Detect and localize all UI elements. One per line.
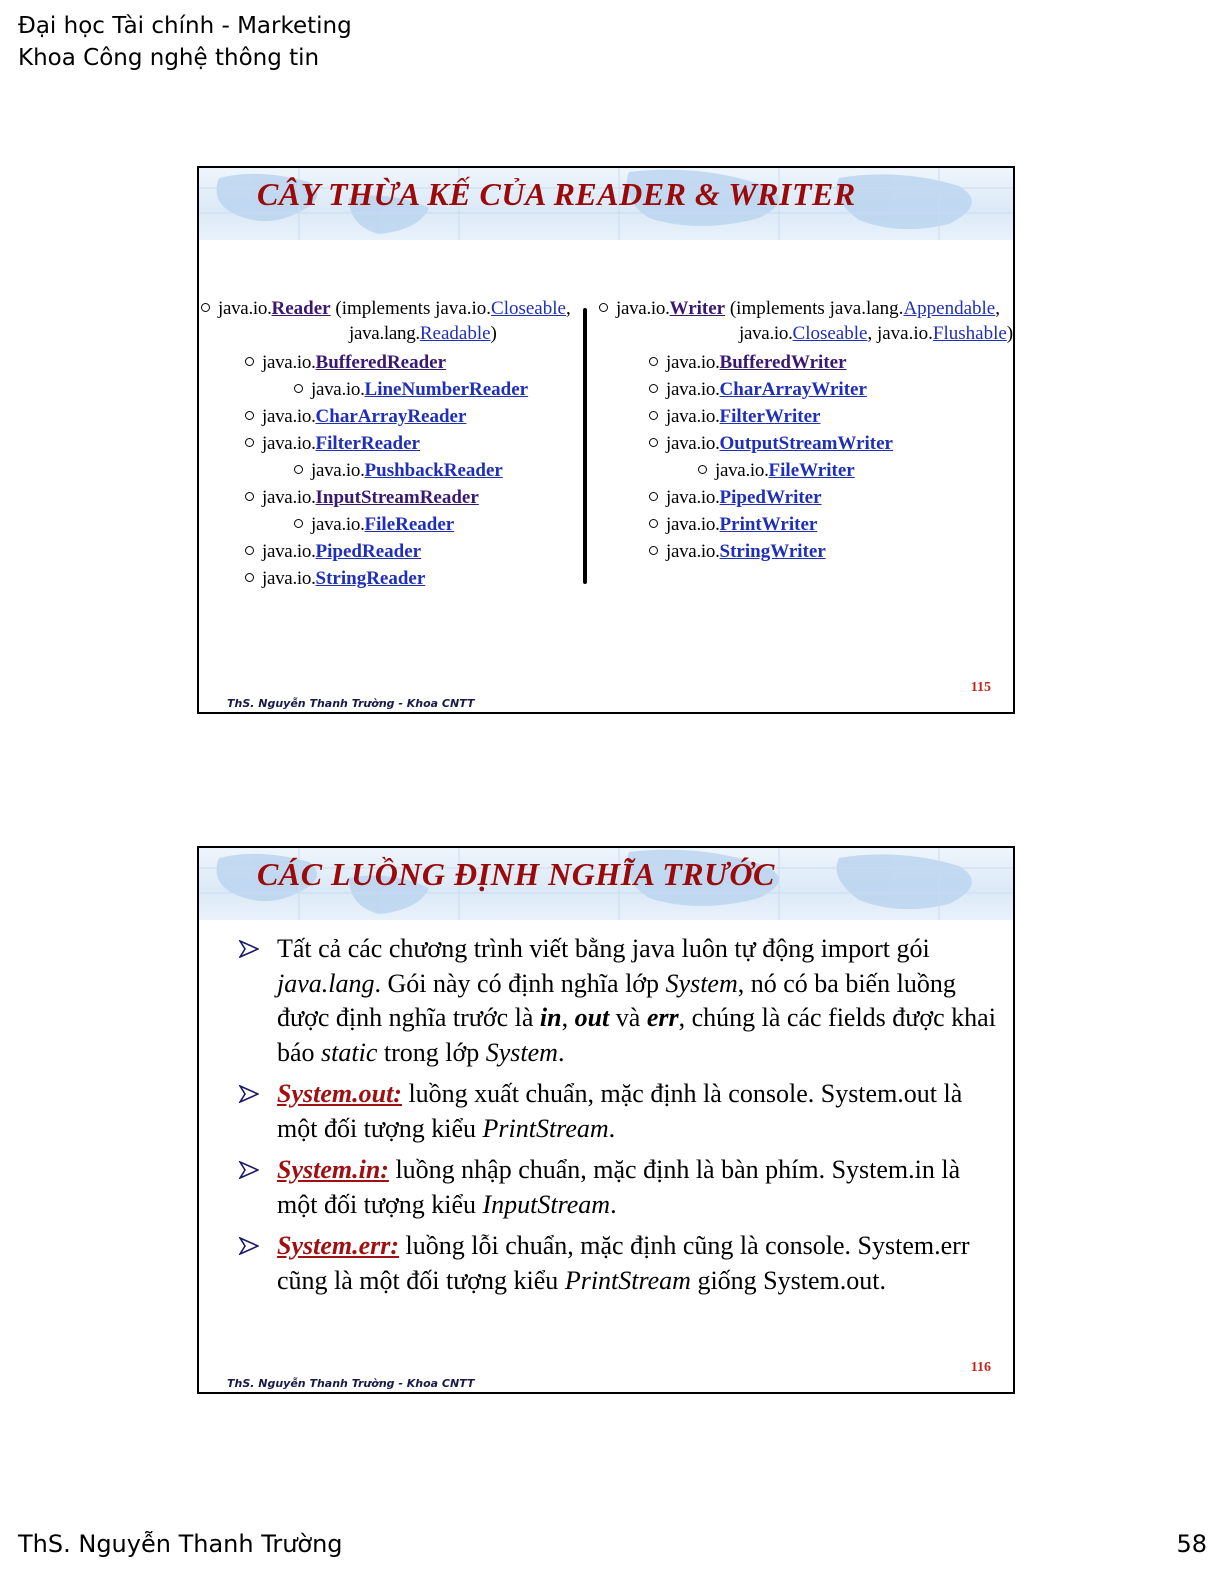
interface-link-closeable[interactable]: Closeable [792, 323, 868, 344]
writer-item: java.io.BufferedWriter [649, 352, 847, 374]
class-link[interactable]: InputStreamReader [315, 487, 479, 508]
slide-115 [197, 166, 1015, 714]
slide-116 [197, 846, 1015, 1394]
slide-footer-author: ThS. Nguyễn Thanh Trường - Khoa CNTT [227, 697, 475, 710]
reader-tree [199, 168, 1015, 714]
class-link[interactable]: FileReader [364, 514, 455, 535]
column-divider [583, 308, 587, 584]
class-link[interactable]: OutputStreamWriter [719, 433, 893, 454]
writer-item: java.io.StringWriter [649, 541, 826, 563]
writer-item: java.io.PipedWriter [649, 487, 822, 509]
class-link-reader[interactable]: Reader [271, 298, 331, 319]
arrow-bullet-icon [239, 1085, 259, 1103]
arrow-bullet-icon [239, 940, 259, 958]
class-link[interactable]: PushbackReader [364, 460, 503, 481]
reader-item: java.io.FileReader [294, 514, 454, 536]
bullet-list [239, 932, 999, 1305]
class-link[interactable]: PipedWriter [719, 487, 822, 508]
reader-item: java.io.InputStreamReader [245, 487, 479, 509]
bullet-item: System.in: luồng nhập chuẩn, mặc định là bàn phím. System.in là một đối tượng kiểu InputStream. [239, 1153, 999, 1222]
page-header-faculty: Khoa Công nghệ thông tin [18, 45, 320, 71]
bullet-icon [599, 303, 608, 312]
bullet-icon [201, 303, 210, 312]
reader-item: java.io.PipedReader [245, 541, 421, 563]
reader-item: java.io.BufferedReader [245, 352, 446, 374]
page-number: 58 [1176, 1530, 1207, 1558]
bullet-item: System.out: luồng xuất chuẩn, mặc định là console. System.out là một đối tượng kiểu PrintStream. [239, 1077, 999, 1146]
interface-link-closeable[interactable]: Closeable [491, 298, 566, 319]
slide-title-band [199, 848, 1013, 920]
slide-footer-author: ThS. Nguyễn Thanh Trường - Khoa CNTT [227, 1377, 475, 1390]
class-link[interactable]: LineNumberReader [364, 379, 529, 400]
slide-title: CÁC LUỒNG ĐỊNH NGHĨA TRƯỚC [257, 856, 775, 892]
class-link[interactable]: StringReader [315, 568, 426, 589]
reader-item: java.io.StringReader [245, 568, 425, 590]
bullet-item: System.err: luồng lỗi chuẩn, mặc định cũng là console. System.err cũng là một đối tượng kiểu PrintStream giống System.out. [239, 1229, 999, 1298]
arrow-bullet-icon [239, 1161, 259, 1179]
bullet-item: Tất cả các chương trình viết bằng java luôn tự động import gói java.lang. Gói này có định nghĩa lớp System, nó có ba biến luồng được định nghĩa trước là in, out và err, chúng là các fields được khai báo static trong lớp System. [239, 932, 999, 1070]
slide-number: 115 [970, 680, 991, 695]
writer-item: java.io.CharArrayWriter [649, 379, 867, 401]
slide-title: CÂY THỪA KẾ CỦA READER & WRITER [257, 176, 856, 212]
reader-root-cont: java.lang.Readable) [349, 323, 497, 344]
term-system-out: System.out: [277, 1079, 402, 1108]
class-link[interactable]: PrintWriter [719, 514, 818, 535]
reader-item: java.io.PushbackReader [294, 460, 503, 482]
reader-item: java.io.FilterReader [245, 433, 420, 455]
class-link[interactable]: FilterWriter [719, 406, 821, 427]
interface-link-readable[interactable]: Readable [419, 323, 491, 344]
interface-link-appendable[interactable]: Appendable [903, 298, 996, 319]
class-link-writer[interactable]: Writer [669, 298, 726, 319]
class-link[interactable]: FileWriter [768, 460, 855, 481]
class-link[interactable]: PipedReader [315, 541, 422, 562]
slide-number: 116 [970, 1360, 991, 1375]
arrow-bullet-icon [239, 1237, 259, 1255]
interface-link-flushable[interactable]: Flushable [932, 323, 1007, 344]
page-header-university: Đại học Tài chính - Marketing [18, 13, 352, 39]
writer-root: java.io.Writer (implements java.lang.Appendable, [599, 298, 1000, 320]
reader-item: java.io.CharArrayReader [245, 406, 466, 428]
writer-item: java.io.PrintWriter [649, 514, 817, 536]
reader-root: java.io.Reader (implements java.io.Closeable, [201, 298, 571, 320]
page-footer-author: ThS. Nguyễn Thanh Trường [18, 1530, 343, 1558]
class-link[interactable]: BufferedReader [315, 352, 447, 373]
class-link[interactable]: BufferedWriter [719, 352, 847, 373]
class-link[interactable]: CharArrayWriter [719, 379, 867, 400]
writer-item: java.io.FilterWriter [649, 406, 820, 428]
class-link[interactable]: CharArrayReader [315, 406, 467, 427]
term-system-err: System.err: [277, 1231, 400, 1260]
class-link[interactable]: FilterReader [315, 433, 420, 454]
class-link[interactable]: StringWriter [719, 541, 826, 562]
term-system-in: System.in: [277, 1155, 389, 1184]
writer-root-cont: java.io.Closeable, java.io.Flushable) [739, 323, 1014, 344]
reader-item: java.io.LineNumberReader [294, 379, 528, 401]
writer-item: java.io.FileWriter [698, 460, 855, 482]
writer-item: java.io.OutputStreamWriter [649, 433, 893, 455]
